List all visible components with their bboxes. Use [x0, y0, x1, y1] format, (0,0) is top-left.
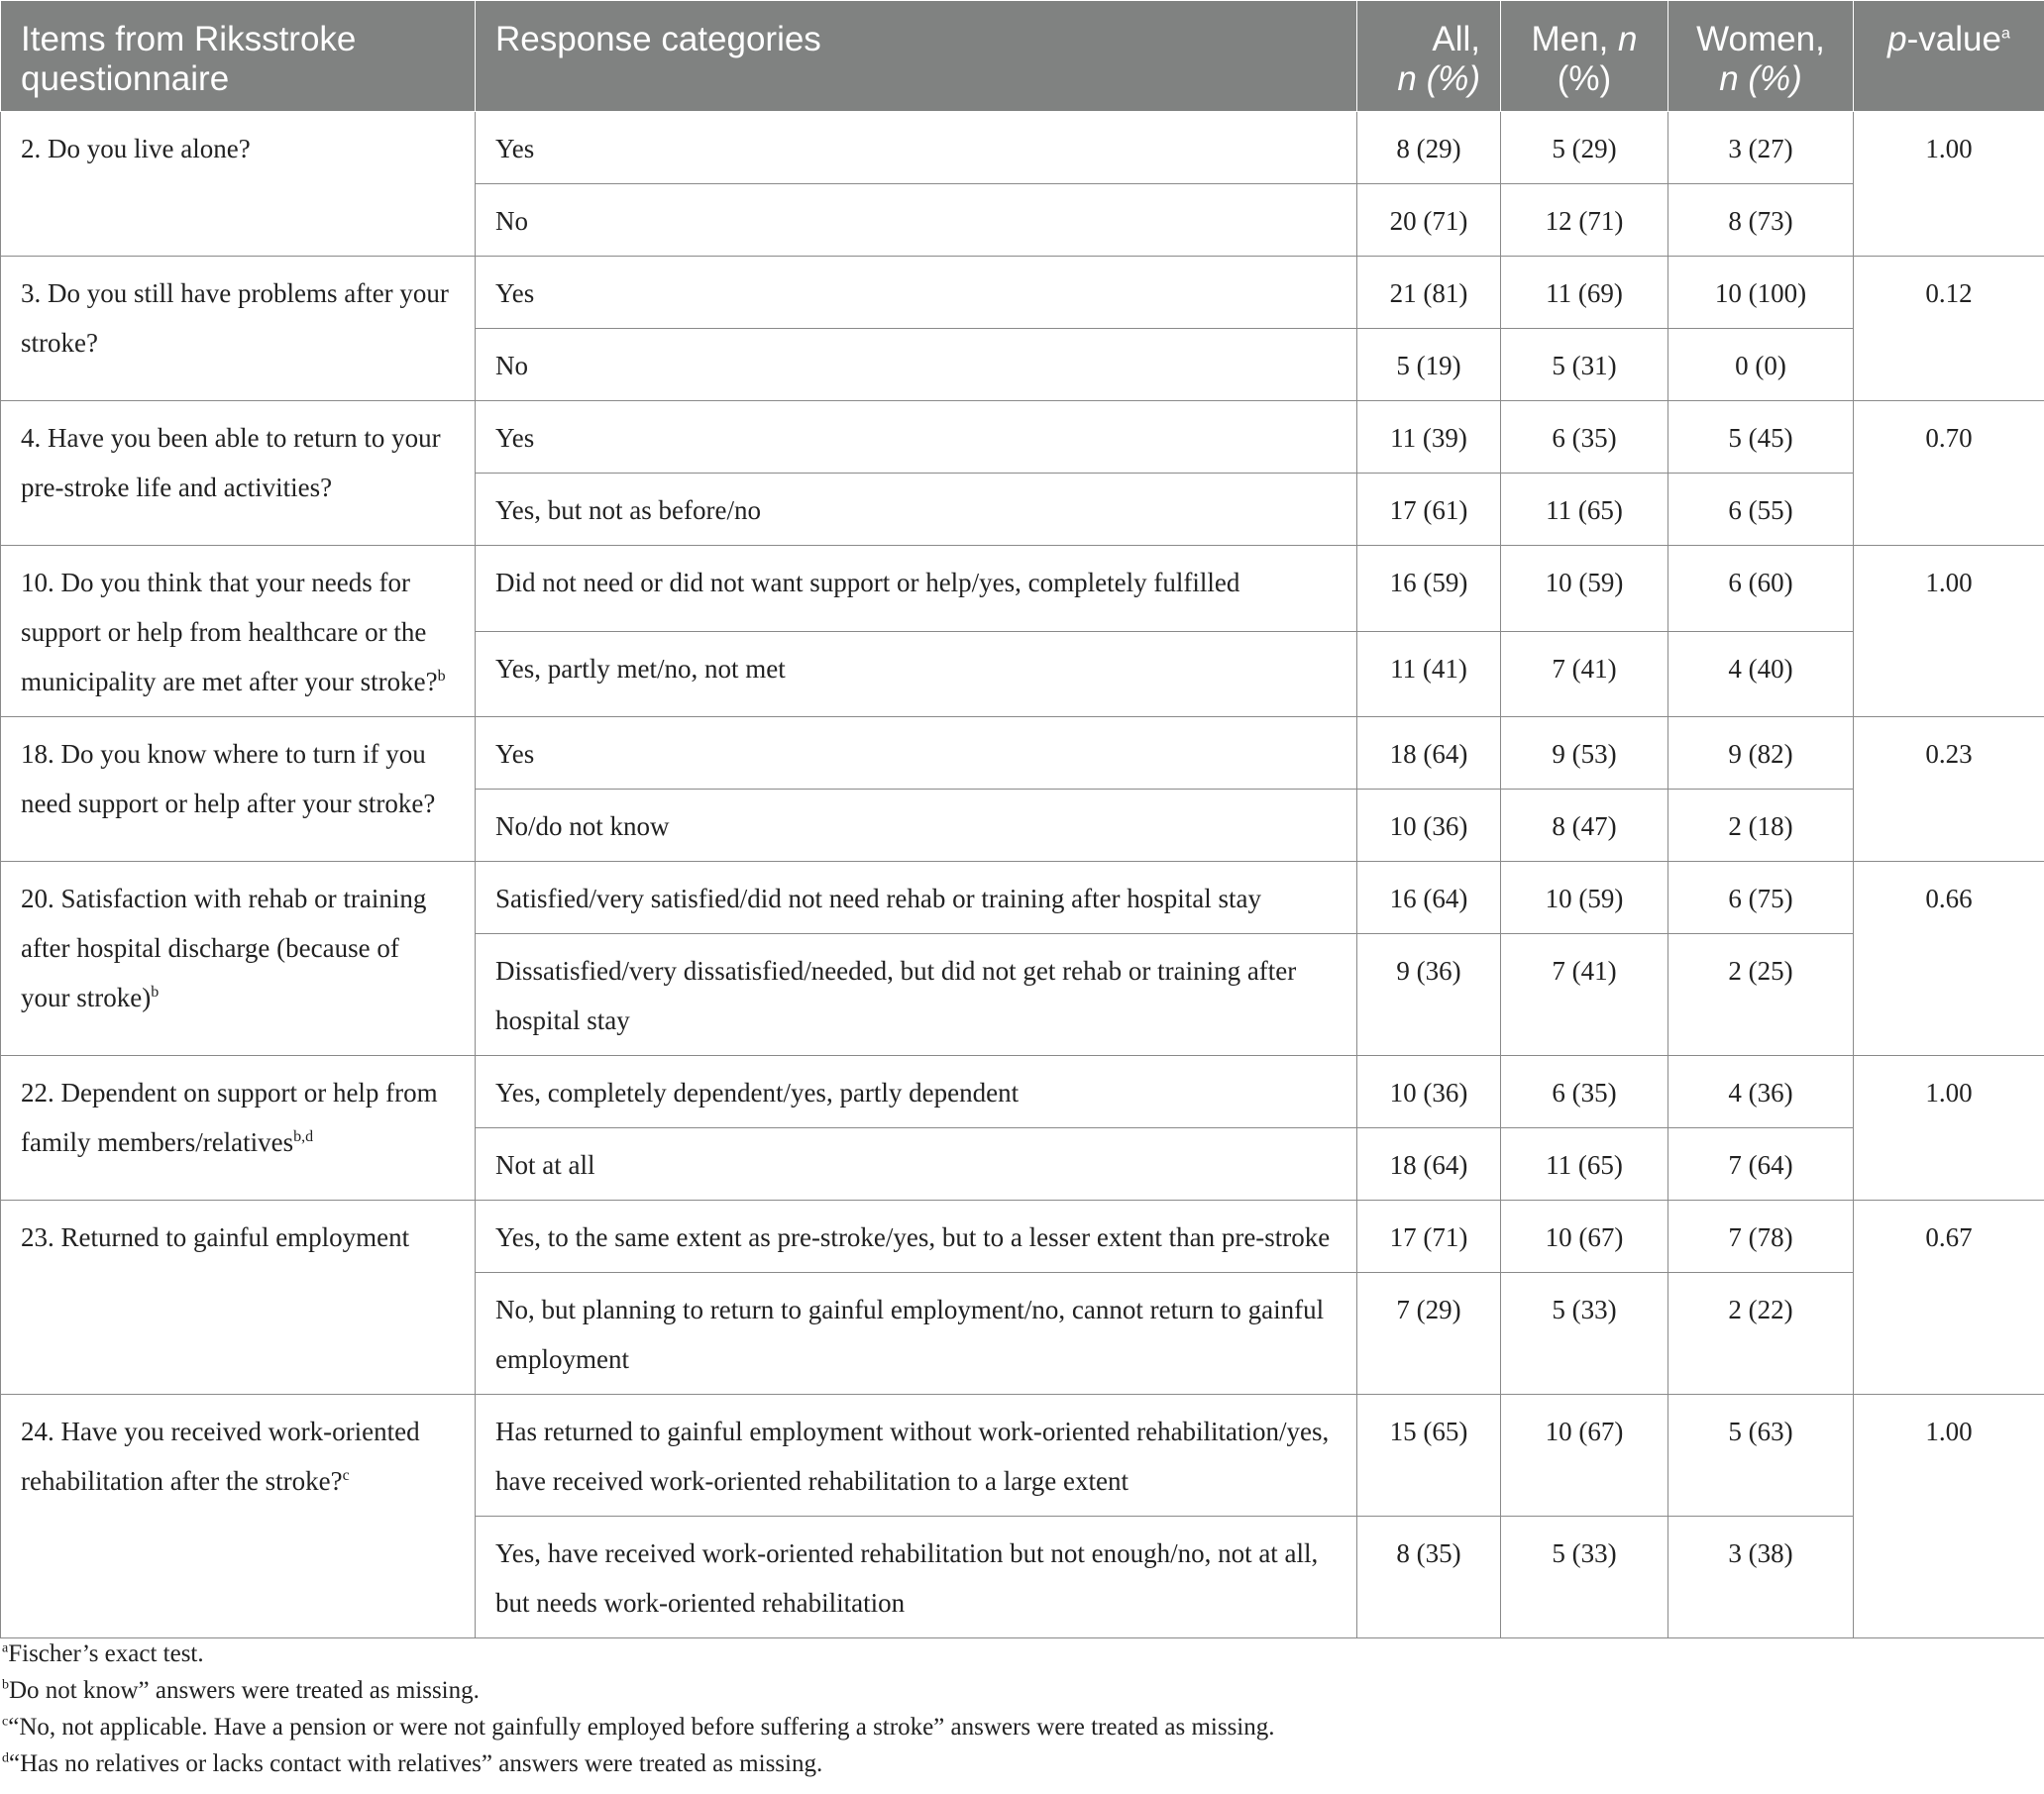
header-all: All, n (%) [1357, 1, 1501, 112]
question-cell: 18. Do you know where to turn if you need support or help after your stroke? [1, 717, 476, 862]
response-category-cell: Yes, partly met/no, not met [476, 631, 1357, 717]
all-count-cell: 5 (19) [1357, 329, 1501, 401]
response-category-cell: Yes [476, 717, 1357, 790]
footnote-mark: c [342, 1467, 350, 1484]
table-row [1, 112, 2044, 184]
response-category-cell: No [476, 329, 1357, 401]
footnote [2, 1677, 480, 1705]
response-category-cell: Has returned to gainful employment without work-oriented rehabilitation/yes, have received work-oriented rehabilitation to a large extent [476, 1395, 1357, 1517]
response-category-cell: No, but planning to return to gainful employment/no, cannot return to gainful employment [476, 1273, 1357, 1395]
men-count-cell: 10 (67) [1501, 1201, 1668, 1273]
footnote-mark: b [437, 668, 446, 685]
men-count-cell: 10 (67) [1501, 1395, 1668, 1517]
men-count-cell: 10 (59) [1501, 862, 1668, 934]
response-category-cell: No/do not know [476, 790, 1357, 862]
all-count-cell: 16 (59) [1357, 546, 1501, 632]
all-count-cell: 11 (41) [1357, 631, 1501, 717]
men-count-cell: 9 (53) [1501, 717, 1668, 790]
header-men: Men, n (%) [1501, 1, 1668, 112]
p-value-cell: 1.00 [1854, 112, 2044, 257]
response-category-cell: No [476, 184, 1357, 257]
men-count-cell: 12 (71) [1501, 184, 1668, 257]
table-row [1, 1395, 2044, 1517]
women-count-cell: 0 (0) [1668, 329, 1854, 401]
all-count-cell: 8 (29) [1357, 112, 1501, 184]
footnote-text: “Has no relatives or lacks contact with relatives” answers were treated as missing. [9, 1750, 823, 1777]
table-row [1, 546, 2044, 632]
table-row [1, 401, 2044, 474]
response-category-cell: Yes [476, 112, 1357, 184]
footnote-mark: b,d [293, 1128, 314, 1145]
men-count-cell: 5 (33) [1501, 1517, 1668, 1638]
footnote [2, 1640, 204, 1668]
footnote-mark: b [2, 1677, 9, 1693]
men-count-cell: 11 (69) [1501, 257, 1668, 329]
question-cell: 24. Have you received work-oriented rehabilitation after the stroke?$^c$ [1, 1395, 476, 1638]
p-value-cell: 1.00 [1854, 546, 2044, 717]
table-row [1, 1056, 2044, 1128]
women-count-cell: 6 (55) [1668, 474, 1854, 546]
women-count-cell: 7 (64) [1668, 1128, 1854, 1201]
women-count-cell: 2 (18) [1668, 790, 1854, 862]
footnote-mark: a [2, 1640, 9, 1656]
footnote-mark: d [2, 1750, 9, 1766]
p-value-cell: 1.00 [1854, 1395, 2044, 1638]
all-count-cell: 7 (29) [1357, 1273, 1501, 1395]
all-count-cell: 15 (65) [1357, 1395, 1501, 1517]
question-cell: 22. Dependent on support or help from family members/relatives$^{b,d}$ [1, 1056, 476, 1201]
response-category-cell: Satisfied/very satisfied/did not need rehab or training after hospital stay [476, 862, 1357, 934]
header-response-categories: Response categories [476, 1, 1357, 112]
all-count-cell: 10 (36) [1357, 790, 1501, 862]
table-header [1, 1, 2044, 112]
women-count-cell: 7 (78) [1668, 1201, 1854, 1273]
men-count-cell: 7 (41) [1501, 934, 1668, 1056]
footnote-text: Do not know” answers were treated as missing. [9, 1677, 480, 1704]
header-women: Women, n (%) [1668, 1, 1854, 112]
question-cell: 3. Do you still have problems after your stroke? [1, 257, 476, 401]
response-category-cell: Yes, but not as before/no [476, 474, 1357, 546]
question-cell: 10. Do you think that your needs for support or help from healthcare or the municipality are met after your stroke?$^b$ [1, 546, 476, 717]
p-value-cell: 1.00 [1854, 1056, 2044, 1201]
women-count-cell: 8 (73) [1668, 184, 1854, 257]
men-count-cell: 6 (35) [1501, 1056, 1668, 1128]
table-row [1, 257, 2044, 329]
response-category-cell: Yes [476, 401, 1357, 474]
question-cell: 2. Do you live alone? [1, 112, 476, 257]
men-count-cell: 11 (65) [1501, 474, 1668, 546]
all-count-cell: 18 (64) [1357, 1128, 1501, 1201]
question-cell: 20. Satisfaction with rehab or training after hospital discharge (because of your stroke)$^b$ [1, 862, 476, 1056]
p-value-cell: 0.12 [1854, 257, 2044, 401]
all-count-cell: 16 (64) [1357, 862, 1501, 934]
men-count-cell: 8 (47) [1501, 790, 1668, 862]
men-count-cell: 10 (59) [1501, 546, 1668, 632]
all-count-cell: 9 (36) [1357, 934, 1501, 1056]
header-p-value: p-value$^a$ [1854, 1, 2044, 112]
response-category-cell: Did not need or did not want support or help/yes, completely fulfilled [476, 546, 1357, 632]
men-count-cell: 6 (35) [1501, 401, 1668, 474]
response-category-cell: Yes, have received work-oriented rehabilitation but not enough/no, not at all, but needs work-oriented rehabilitation [476, 1517, 1357, 1638]
footnote-text: “No, not applicable. Have a pension or were not gainfully employed before suffering a stroke” answers were treated as missing. [8, 1714, 1275, 1741]
response-category-cell: Not at all [476, 1128, 1357, 1201]
footnote-mark: b [151, 984, 160, 1001]
all-count-cell: 17 (61) [1357, 474, 1501, 546]
question-cell: 4. Have you been able to return to your pre-stroke life and activities? [1, 401, 476, 546]
women-count-cell: 9 (82) [1668, 717, 1854, 790]
all-count-cell: 21 (81) [1357, 257, 1501, 329]
table-row [1, 862, 2044, 934]
response-category-cell: Yes, completely dependent/yes, partly dependent [476, 1056, 1357, 1128]
women-count-cell: 5 (45) [1668, 401, 1854, 474]
response-category-cell: Yes, to the same extent as pre-stroke/yes, but to a lesser extent than pre-stroke [476, 1201, 1357, 1273]
footnote-text: Fischer’s exact test. [8, 1640, 204, 1667]
table-body [1, 112, 2044, 1638]
men-count-cell: 5 (29) [1501, 112, 1668, 184]
men-count-cell: 11 (65) [1501, 1128, 1668, 1201]
all-count-cell: 20 (71) [1357, 184, 1501, 257]
all-count-cell: 10 (36) [1357, 1056, 1501, 1128]
women-count-cell: 5 (63) [1668, 1395, 1854, 1517]
all-count-cell: 11 (39) [1357, 401, 1501, 474]
header-items: Items from Riksstroke questionnaire [1, 1, 476, 112]
women-count-cell: 2 (22) [1668, 1273, 1854, 1395]
women-count-cell: 3 (38) [1668, 1517, 1854, 1638]
footnote [2, 1750, 822, 1778]
question-cell: 23. Returned to gainful employment [1, 1201, 476, 1395]
men-count-cell: 5 (31) [1501, 329, 1668, 401]
response-category-cell: Dissatisfied/very dissatisfied/needed, but did not get rehab or training after hospital stay [476, 934, 1357, 1056]
p-value-cell: 0.23 [1854, 717, 2044, 862]
all-count-cell: 17 (71) [1357, 1201, 1501, 1273]
women-count-cell: 2 (25) [1668, 934, 1854, 1056]
women-count-cell: 6 (75) [1668, 862, 1854, 934]
footnote-mark: c [2, 1714, 9, 1730]
p-value-cell: 0.70 [1854, 401, 2044, 546]
women-count-cell: 4 (36) [1668, 1056, 1854, 1128]
table-row [1, 1201, 2044, 1273]
all-count-cell: 18 (64) [1357, 717, 1501, 790]
p-value-cell: 0.67 [1854, 1201, 2044, 1395]
women-count-cell: 4 (40) [1668, 631, 1854, 717]
footnote [2, 1714, 1275, 1741]
response-category-cell: Yes [476, 257, 1357, 329]
p-value-cell: 0.66 [1854, 862, 2044, 1056]
women-count-cell: 3 (27) [1668, 112, 1854, 184]
table-row [1, 717, 2044, 790]
women-count-cell: 10 (100) [1668, 257, 1854, 329]
all-count-cell: 8 (35) [1357, 1517, 1501, 1638]
women-count-cell: 6 (60) [1668, 546, 1854, 632]
men-count-cell: 7 (41) [1501, 631, 1668, 717]
men-count-cell: 5 (33) [1501, 1273, 1668, 1395]
